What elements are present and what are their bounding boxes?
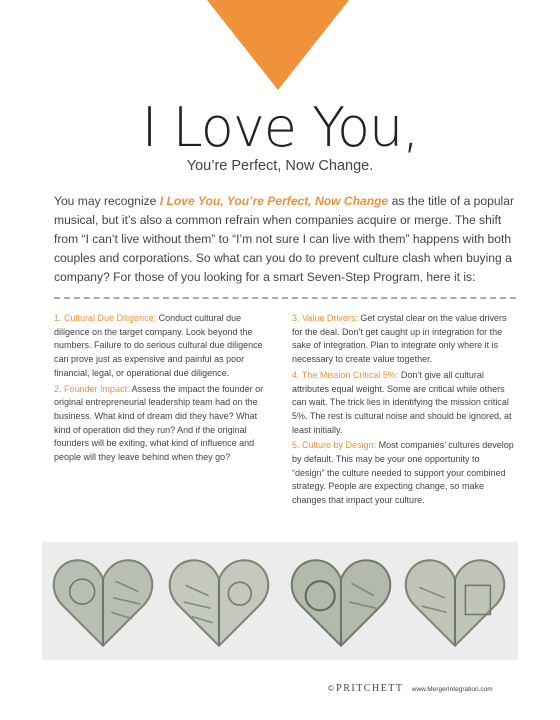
step-number: 5. [292, 440, 300, 451]
step-heading: The Mission Critical 5%: [301, 369, 399, 380]
intro-paragraph [54, 192, 516, 287]
step-text: Conduct cultural due diligence on the target company. Look beyond the numbers. Failure to do serious cultural due diligence can prove just as expensive and painful as poor financial, legal, or operational due diligence. [54, 313, 263, 378]
steps-column-right [292, 312, 514, 510]
footer [328, 683, 528, 694]
copyright-symbol: © [328, 684, 334, 693]
step-item [292, 312, 514, 367]
step-text: Don’t give all cultural attributes equal weight. Some are critical while others can wait. The trick lies in identifying the mission critical 5%. The rest is cultural noise and should be ignored, at least initially. [292, 369, 512, 435]
money-heart-icon [50, 550, 156, 654]
money-hearts-photo [42, 542, 518, 660]
step-heading: Culture by Design: [302, 440, 377, 451]
step-item [54, 312, 276, 381]
intro-text-after: as the title of a popular musical, but it’s also a common refrain when companies acquire or merge. The shift from “I can’t live without them” to “I’m not sure I can live with them” happens with both couples and corporations. So what can you do to prevent culture clash when buying a company? For those of you looking for a smart Seven-Step Program, here it is: [54, 194, 515, 284]
step-item [292, 439, 514, 508]
decorative-triangle [207, 0, 349, 90]
step-text: Get crystal clear on the value drivers for the deal. Don’t get caught up in integration for the sake of integration. Plan to integrate only where it is necessary to create value together. [292, 313, 507, 365]
money-heart-icon [166, 550, 272, 654]
step-number: 1. [54, 313, 62, 323]
step-item [54, 383, 276, 465]
dashed-divider [54, 297, 516, 299]
step-heading: Founder Impact: [64, 383, 130, 394]
money-heart-icon [288, 550, 394, 654]
step-text: Most companies’ cultures develop by default. This may be your one opportunity to “design” the culture needed to support your combined strategy. People are expecting change, so make changes that impact your culture. [292, 440, 514, 506]
intro-text-before: You may recognize [54, 194, 160, 208]
page-subtitle: You’re Perfect, Now Change. [186, 158, 374, 174]
steps-column-left [54, 312, 276, 467]
step-text: Assess the impact the founder or original entrepreneurial leadership team had on the business. What kind of dream did they have? What kind of operation did they run? And if the original founders will be exiting, what kind of influence and people will they leave behind when they go? [54, 383, 264, 463]
page-title: I Love You, [141, 96, 419, 159]
step-item [292, 369, 514, 438]
step-heading: Value Drivers: [302, 313, 358, 323]
step-heading: Cultural Due Diligence: [64, 313, 157, 323]
step-number: 2. [54, 383, 62, 394]
step-number: 3. [292, 313, 300, 323]
intro-emphasis: I Love You, You’re Perfect, Now Change [159, 194, 389, 208]
money-heart-icon [402, 550, 508, 654]
pritchett-logo: PRITCHETT [336, 683, 404, 694]
step-number: 4. [292, 369, 300, 380]
footer-url-link[interactable]: www.MergerIntegration.com [411, 686, 493, 693]
